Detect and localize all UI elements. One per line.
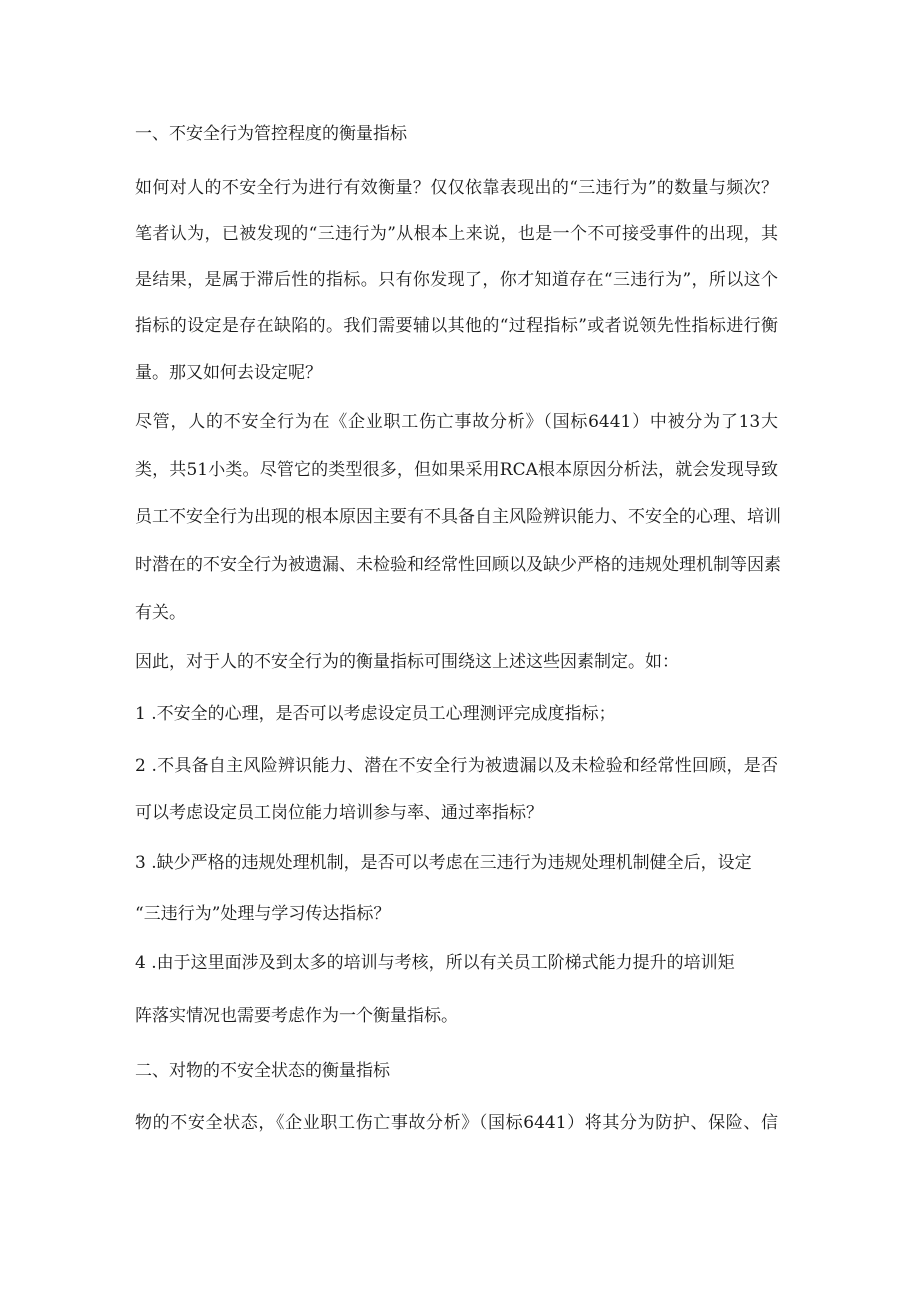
paragraph-line: 是结果，是属于滞后性的指标。只有你发现了，你才知道存在“三违行为”，所以这个 xyxy=(135,270,778,290)
list-item: 3 .缺少严格的违规处理机制，是否可以考虑在三违行为违规处理机制健全后，设定 xyxy=(135,853,752,873)
paragraph-line: 时潜在的不安全行为被遗漏、未检验和经常性回顾以及缺少严格的违规处理机制等因素 xyxy=(135,555,781,575)
list-item: 4 .由于这里面涉及到太多的培训与考核，所以有关员工阶梯式能力提升的培训矩 xyxy=(135,953,735,973)
paragraph-line: 物的不安全状态，《企业职工伤亡事故分析》（国标6441）将其分为防护、保险、信 xyxy=(135,1113,778,1133)
section-heading-1: 一、不安全行为管控程度的衡量指标 xyxy=(135,124,407,144)
paragraph-line: 量。那又如何去设定呢？ xyxy=(135,363,322,383)
paragraph-line: 类，共51小类。尽管它的类型很多，但如果采用RCA根本原因分析法，就会发现导致 xyxy=(135,460,778,480)
section-heading-2: 二、对物的不安全状态的衡量指标 xyxy=(135,1061,390,1081)
paragraph-line: 尽管，人的不安全行为在《企业职工伤亡事故分析》（国标6441）中被分为了13大 xyxy=(135,412,778,432)
paragraph-line: 指标的设定是存在缺陷的。我们需要辅以其他的“过程指标”或者说领先性指标进行衡 xyxy=(135,316,778,336)
list-item: 2 .不具备自主风险辨识能力、潜在不安全行为被遗漏以及未检验和经常性回顾，是否 xyxy=(135,756,778,776)
list-item: 1 .不安全的心理，是否可以考虑设定员工心理测评完成度指标； xyxy=(135,704,616,724)
paragraph-line: 有关。 xyxy=(135,603,186,623)
paragraph-line: 因此，对于人的不安全行为的衡量指标可围绕这上述这些因素制定。如： xyxy=(135,652,679,672)
paragraph-line: 员工不安全行为出现的根本原因主要有不具备自主风险辨识能力、不安全的心理、培训 xyxy=(135,507,781,527)
list-item-continuation: 阵落实情况也需要考虑作为一个衡量指标。 xyxy=(135,1006,458,1026)
list-item-continuation: 可以考虑设定员工岗位能力培训参与率、通过率指标？ xyxy=(135,803,543,823)
list-item-continuation: “三违行为”处理与学习传达指标？ xyxy=(135,904,391,924)
paragraph-line: 如何对人的不安全行为进行有效衡量？仅仅依靠表现出的“三违行为”的数量与频次？ xyxy=(135,178,778,198)
paragraph-line: 笔者认为，已被发现的“三违行为”从根本上来说，也是一个不可接受事件的出现，其 xyxy=(135,224,778,244)
